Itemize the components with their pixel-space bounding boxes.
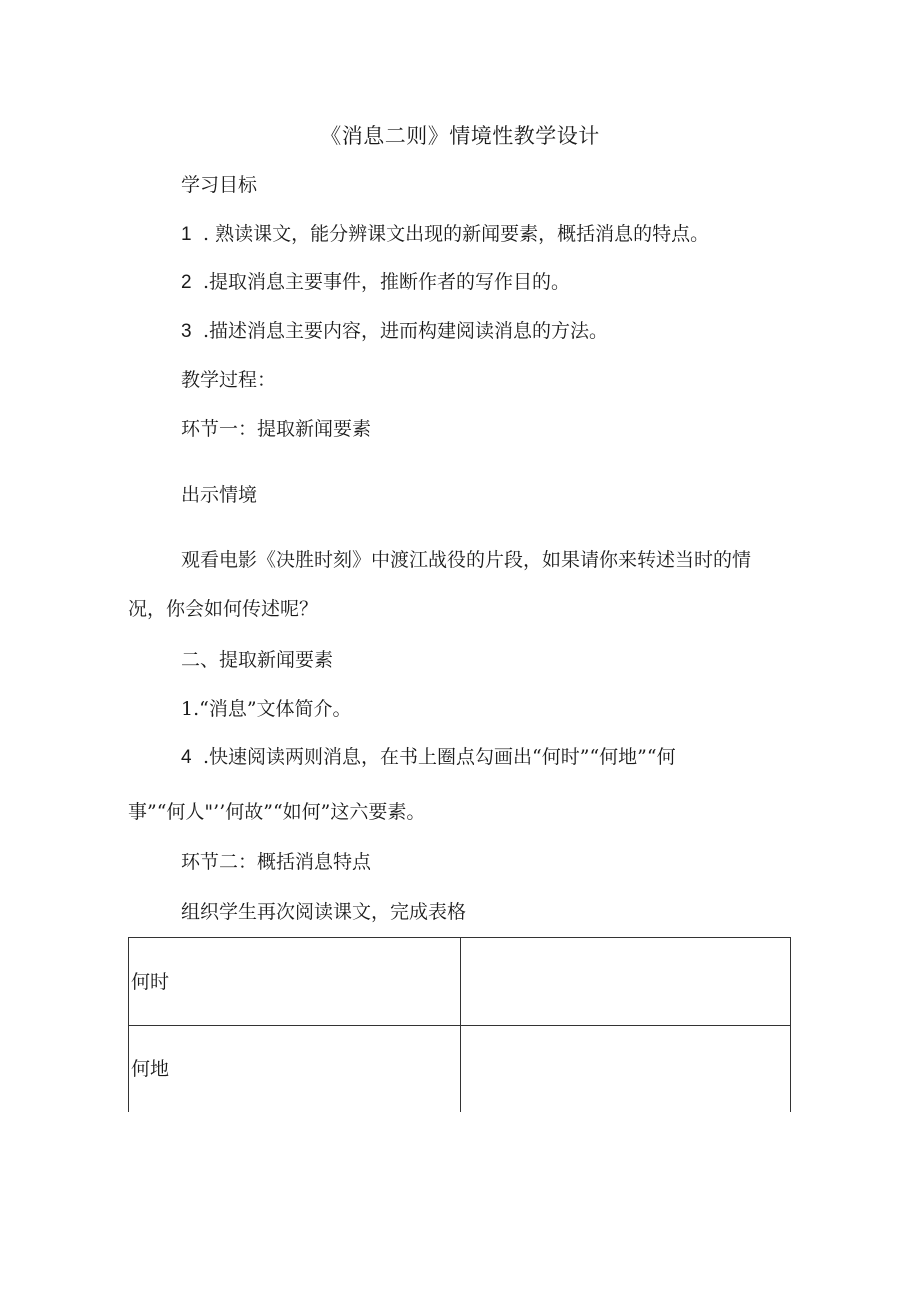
table-cell-value[interactable] xyxy=(460,938,791,1025)
objective-item xyxy=(181,222,709,247)
section1-heading: 环节一：提取新闻要素 xyxy=(181,418,372,440)
section3-heading: 环节二：概括消息特点 xyxy=(181,851,372,873)
objective-number: 1 xyxy=(181,224,192,245)
step-4-text: .快速阅读两则消息，在书上圈点勾画出“何时”“何地”“何 xyxy=(203,746,676,768)
step-4-line-2: 事”“何人"’’何故”“如何”这六要素。 xyxy=(128,801,426,823)
objective-number: 2 xyxy=(181,272,192,293)
scenario-line-2: 况，你会如何传述呢？ xyxy=(128,598,319,620)
table-cell-value[interactable] xyxy=(460,1026,791,1112)
scenario-line-1: 观看电影《决胜时刻》中渡江战役的片段，如果请你来转述当时的情 xyxy=(181,549,752,571)
section2-heading: 二、提取新闻要素 xyxy=(181,649,334,671)
objective-text: .描述消息主要内容，进而构建阅读消息的方法。 xyxy=(203,320,609,342)
scenario-heading: 出示情境 xyxy=(181,484,258,506)
table-cell-label: 何地 xyxy=(128,1026,460,1112)
objective-text: . 熟读课文，能分辨课文出现的新闻要素，概括消息的特点。 xyxy=(203,223,710,245)
objective-text: .提取消息主要事件，推断作者的写作目的。 xyxy=(203,271,571,293)
objectives-heading: 学习目标 xyxy=(181,174,258,196)
table-cell-label: 何时 xyxy=(128,938,460,1025)
table-intro: 组织学生再次阅读课文，完成表格 xyxy=(181,901,467,923)
table-row xyxy=(128,1026,791,1112)
table-row xyxy=(128,938,791,1026)
objective-item xyxy=(181,270,570,295)
step-4-line-1 xyxy=(181,745,676,770)
objective-number: 3 xyxy=(181,321,192,342)
step-1: 1.“消息”文体简介。 xyxy=(181,698,352,720)
step-4-number: 4 xyxy=(181,747,192,768)
objective-item xyxy=(181,319,608,344)
process-heading: 教学过程： xyxy=(181,369,277,391)
elements-table xyxy=(128,937,791,1112)
document-title: 《消息二则》情境性教学设计 xyxy=(320,124,600,148)
